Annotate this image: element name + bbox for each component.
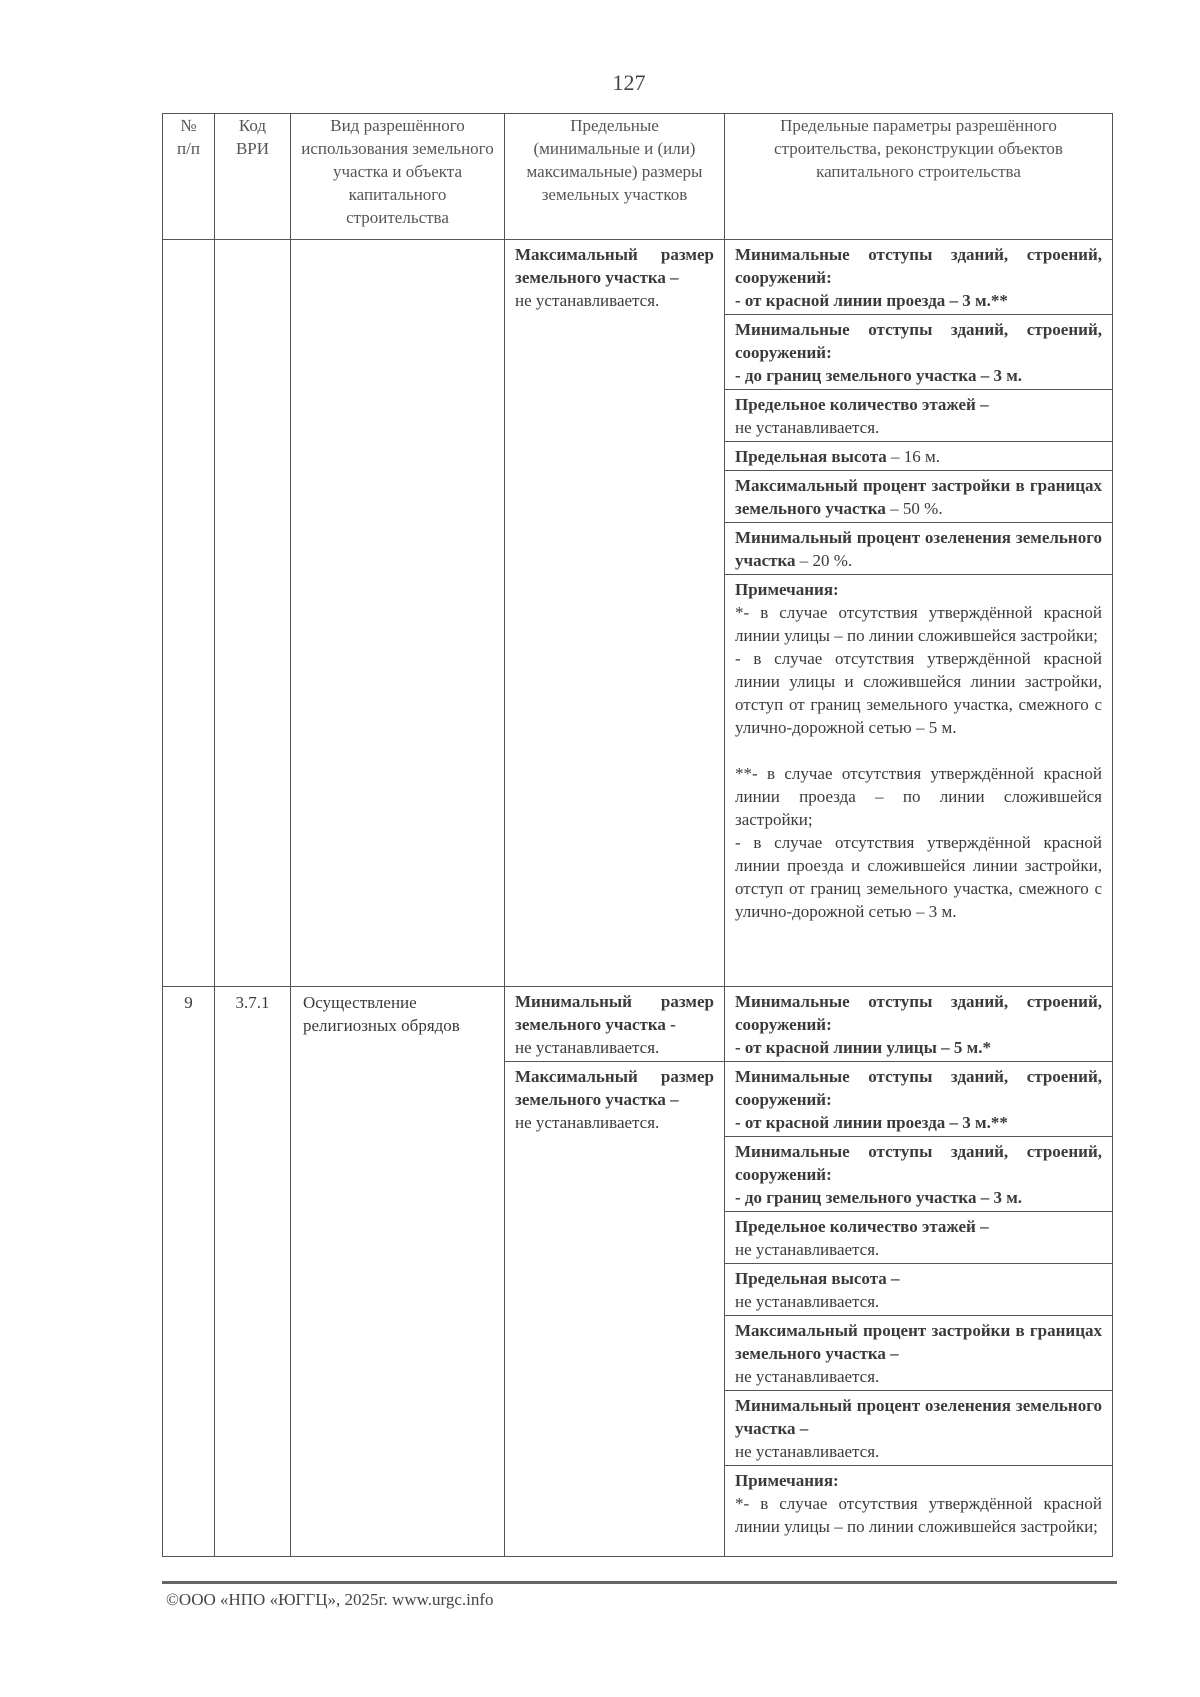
cell-plot-sizes — [505, 240, 725, 987]
notes-block — [725, 574, 1112, 925]
cell-code: 3.7.1 — [215, 987, 291, 1557]
header-build-params: Предельные параметры разрешённого строительства, реконструкции объектов капитального строительства — [725, 114, 1113, 240]
param-block: Предельное количество этажей – не устанавливается. — [725, 389, 1112, 441]
header-plot-sizes: Предельные (минимальные и (или) максимальные) размеры земельных участков — [505, 114, 725, 240]
cell-plot-sizes — [505, 987, 725, 1557]
footer-copyright: ©ООО «НПО «ЮГГЦ», 2025г. www.urgc.info — [166, 1590, 494, 1609]
param-block: Минимальные отступы зданий, строений, сооружений: - до границ земельного участка – 3 м. — [725, 1136, 1112, 1211]
max-size-value: не устанавливается. — [515, 1113, 660, 1132]
footer-rule — [162, 1581, 1117, 1584]
param-block: Минимальный процент озеленения земельного участка – 20 %. — [725, 522, 1112, 574]
table-row — [163, 987, 1113, 1557]
cell-build-params — [725, 240, 1113, 987]
table-header-row — [163, 114, 1113, 240]
note: **- в случае отсутствия утверждённой красной линии проезда – по линии сложившейся застройки; — [735, 764, 1102, 829]
param-block: Минимальные отступы зданий, строений, сооружений: - от красной линии проезда – 3 м.** — [725, 1061, 1112, 1136]
max-size-title: Максимальный размер земельного участка – — [515, 245, 714, 287]
note: *- в случае отсутствия утверждённой красной линии улицы – по линии сложившейся застройки; — [735, 603, 1102, 645]
cell-num: 9 — [163, 987, 215, 1557]
param-block: Минимальные отступы зданий, строений, сооружений: - от красной линии проезда – 3 м.** — [735, 245, 1102, 310]
param-block: Минимальные отступы зданий, строений, сооружений: - от красной линии улицы – 5 м.* — [735, 992, 1102, 1057]
cell-build-params — [725, 987, 1113, 1557]
min-size-value: не устанавливается. — [515, 1038, 660, 1057]
note: - в случае отсутствия утверждённой красной линии улицы и сложившейся линии застройки, отступ от границ земельного участка, смежного с улично-дорожной сетью – 5 м. — [735, 649, 1102, 737]
min-size-title: Минимальный размер земельного участка - — [515, 992, 714, 1034]
param-block: Предельная высота – не устанавливается. — [725, 1263, 1112, 1315]
cell-use-type: Осуществление религиозных обрядов — [291, 987, 505, 1557]
param-block: Максимальный процент застройки в границах земельного участка – 50 %. — [725, 470, 1112, 522]
max-size-value: не устанавливается. — [515, 291, 660, 310]
header-use-type: Вид разрешённого использования земельного участка и объекта капитального строительства — [291, 114, 505, 240]
header-code: Код ВРИ — [215, 114, 291, 240]
note: *- в случае отсутствия утверждённой красной линии улицы – по линии сложившейся застройки; — [735, 1494, 1102, 1536]
header-num: № п/п — [163, 114, 215, 240]
table-row — [163, 240, 1113, 987]
regulations-table — [162, 113, 1113, 1557]
param-block: Минимальные отступы зданий, строений, сооружений: - до границ земельного участка – 3 м. — [725, 314, 1112, 389]
notes-block — [725, 1465, 1112, 1540]
param-block: Предельное количество этажей – не устанавливается. — [725, 1211, 1112, 1263]
notes-title: Примечания: — [735, 580, 839, 599]
max-size-title: Максимальный размер земельного участка – — [515, 1067, 714, 1109]
param-block: Минимальный процент озеленения земельного участка – не устанавливается. — [725, 1390, 1112, 1465]
notes-title: Примечания: — [735, 1471, 839, 1490]
page-number: 127 — [612, 70, 646, 95]
param-block: Максимальный процент застройки в границах земельного участка – не устанавливается. — [725, 1315, 1112, 1390]
param-block: Предельная высота – 16 м. — [725, 441, 1112, 470]
cell-num — [163, 240, 215, 987]
note: - в случае отсутствия утверждённой красной линии проезда и сложившейся линии застройки, отступ от границ земельного участка, смежного с улично-дорожной сетью – 3 м. — [735, 833, 1102, 921]
cell-code — [215, 240, 291, 987]
cell-use-type — [291, 240, 505, 987]
